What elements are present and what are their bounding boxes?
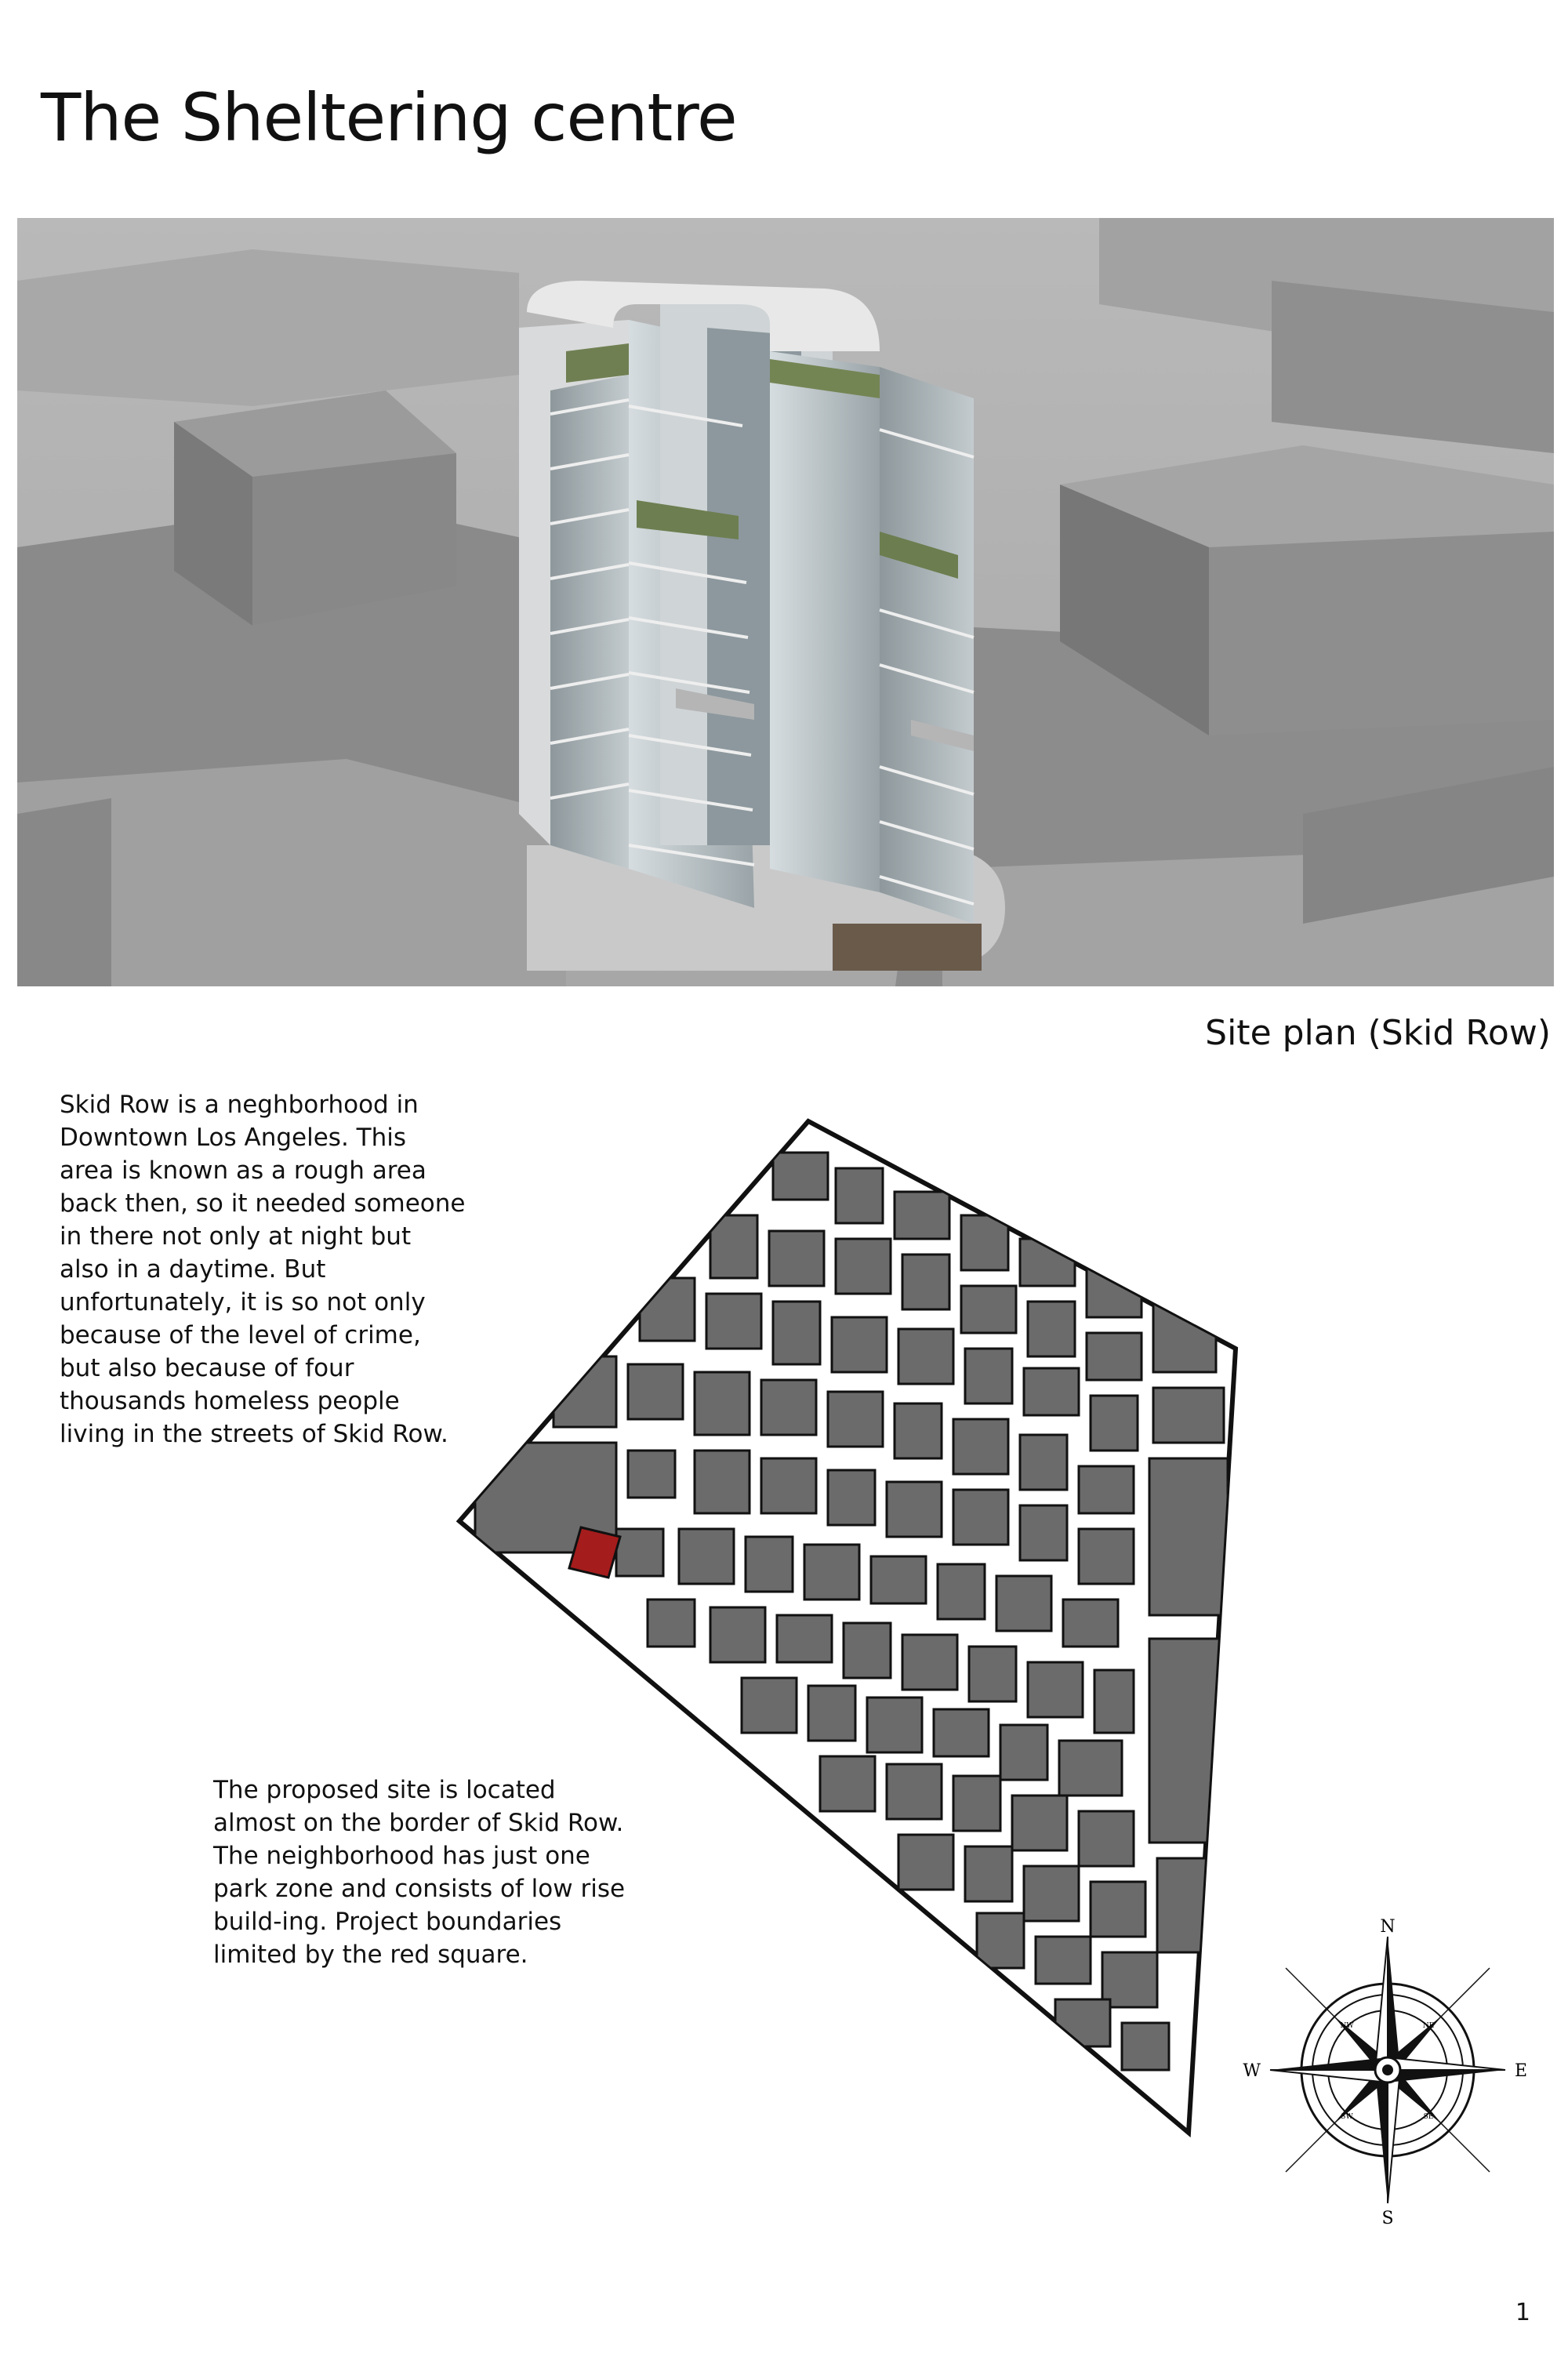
compass-rose-icon [1243, 1917, 1529, 2228]
page-title: The Sheltering centre [41, 79, 737, 156]
compass-south-label: S [1381, 2209, 1394, 2228]
page-number: 1 [1515, 2299, 1530, 2326]
site-plan-heading: Site plan (Skid Row) [1205, 1013, 1551, 1053]
compass-north-label: N [1380, 1917, 1396, 1937]
compass-ne-label: NE [1422, 2022, 1435, 2030]
compass-east-label: E [1515, 2061, 1528, 2081]
description-paragraph-skid-row: Skid Row is a neghborhood in Downtown Los Angeles. This area is known as a rough area back then, so it needed someone in there not only at night but also in a daytime. But unfortunately, it is so not only because of the level of crime, but also because of four thousands homeless people living in the streets of Skid Row. [60, 1091, 466, 1448]
compass-se-label: SE [1423, 2113, 1434, 2121]
compass-west-label: W [1243, 2061, 1261, 2081]
compass-nw-label: NW [1340, 2022, 1354, 2030]
description-paragraph-proposed-site: The proposed site is located almost on the border of Skid Row. The neighborhood has just one park zone and consists of low rise build-ing. Project boundaries limited by the red square. [213, 1776, 626, 1969]
building-render-image [17, 218, 1554, 986]
compass-sw-label: SW [1341, 2113, 1353, 2121]
site-plan-map [459, 1121, 1245, 2133]
